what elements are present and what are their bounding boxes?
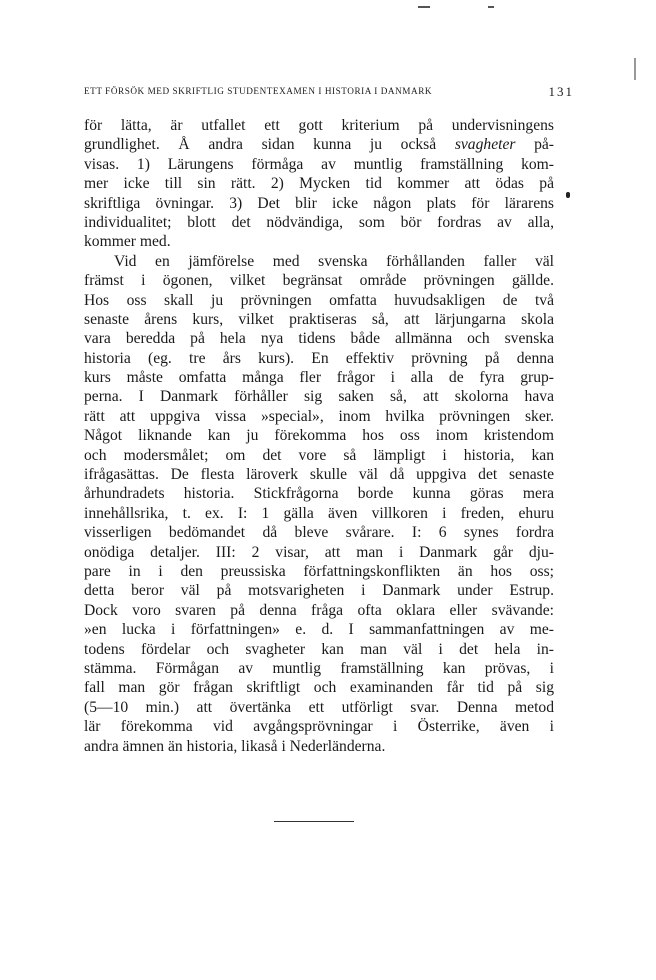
text-line: Hos oss skall ju prövningen omfatta huvudsakligen de två: [84, 291, 554, 309]
paragraph: [84, 116, 554, 252]
text-line: kurs måste omfatta många fler frågor i alla de fyra grup-: [84, 369, 554, 387]
text-line: fall man gör frågan skriftligt och examinanden får tid på sig: [84, 679, 554, 697]
scan-artifact: [488, 6, 494, 8]
text-line: rätt att uppgiva vissa »special», inom hvilka prövningen sker.: [84, 407, 554, 425]
text-line: främst i ögonen, vilket begränsat område prövningen gällde.: [84, 272, 554, 290]
text-line: detta beror väl på motsvarigheten i Danmark under Estrup.: [84, 582, 554, 600]
running-head: [84, 84, 574, 102]
body-text: [84, 116, 554, 756]
text-line: historia (eg. tre års kurs). En effektiv prövning på denna: [84, 349, 554, 367]
scan-artifact: [634, 58, 636, 80]
text-line: andra ämnen än historia, likaså i Nederländerna.: [84, 737, 386, 755]
text-line: individualitet; blott det nödvändiga, som bör fordras av alla,: [84, 213, 554, 231]
text-line: vara beredda på hela nya tidens både allmänna och svenska: [84, 330, 554, 348]
scan-artifact: [418, 6, 430, 8]
text-line: senaste årens kurs, vilket praktiseras så, att lärjungarna skola: [84, 310, 554, 328]
text-line: Vid en jämförelse med svenska förhållanden faller väl: [114, 252, 554, 270]
emphasis: svagheter: [454, 136, 516, 154]
text-line: onödiga detaljer. III: 2 visar, att man i Danmark går dju-: [84, 543, 554, 561]
paragraph: [84, 252, 554, 756]
text-line: visas. 1) Lärungens förmåga av muntlig framställning kom-: [84, 155, 554, 173]
text-line: ifrågasättas. De flesta läroverk skulle väl då uppgiva det senaste: [84, 466, 554, 484]
text-line: Något liknande kan ju förekomma hos oss inom kristendom: [84, 427, 554, 445]
text-line: perna. I Danmark förhåller sig saken så, att skolorna hava: [84, 388, 554, 406]
text-line: pare in i den preussiska författningskonflikten än hos oss;: [84, 562, 554, 580]
running-title: ETT FÖRSÖK MED SKRIFTLIG STUDENTEXAMEN I HISTORIA I DANMARK: [84, 86, 433, 96]
text-line: visserligen bedömandet då bleve svårare. I: 6 synes fordra: [84, 524, 554, 542]
text-line: (5—10 min.) att övertänka ett utförligt svar. Denna metod: [84, 698, 554, 716]
text-line: »en lucka i författningen» e. d. I sammanfattningen av me-: [84, 621, 554, 639]
text-line: skriftliga övningar. 3) Det blir icke någon plats för lärarens: [84, 194, 554, 212]
text-line: kommer med.: [84, 233, 171, 251]
text-line: innehållsrika, t. ex. I: 1 gälla även villkoren i freden, ehuru: [84, 504, 554, 522]
text-line: och modersmålet; om det vore så lämpligt i historia, kan: [84, 446, 554, 464]
text-line: för lätta, är utfallet ett gott kriterium på undervisningens: [84, 117, 554, 134]
text-line: Dock voro svaren på denna fråga ofta oklara eller svävande:: [84, 601, 554, 619]
text-line: todens fördelar och svagheter kan man väl i det hela in-: [84, 640, 554, 658]
text-line: lär förekomma vid avgångsprövningar i Österrike, även i: [84, 718, 554, 736]
text-line: århundradets historia. Stickfrågorna borde kunna göras mera: [84, 485, 554, 503]
text-line: stämma. Förmågan av muntlig framställning kan prövas, i: [84, 659, 554, 677]
section-divider: [274, 821, 354, 822]
text-line: mer icke till sin rätt. 2) Mycken tid kommer att ödas på: [84, 175, 554, 193]
page-number: 131: [548, 84, 574, 99]
scan-artifact: [566, 192, 570, 198]
text-line: grundlighet. Å andra sidan kunna ju också svagheter på-: [84, 136, 554, 154]
